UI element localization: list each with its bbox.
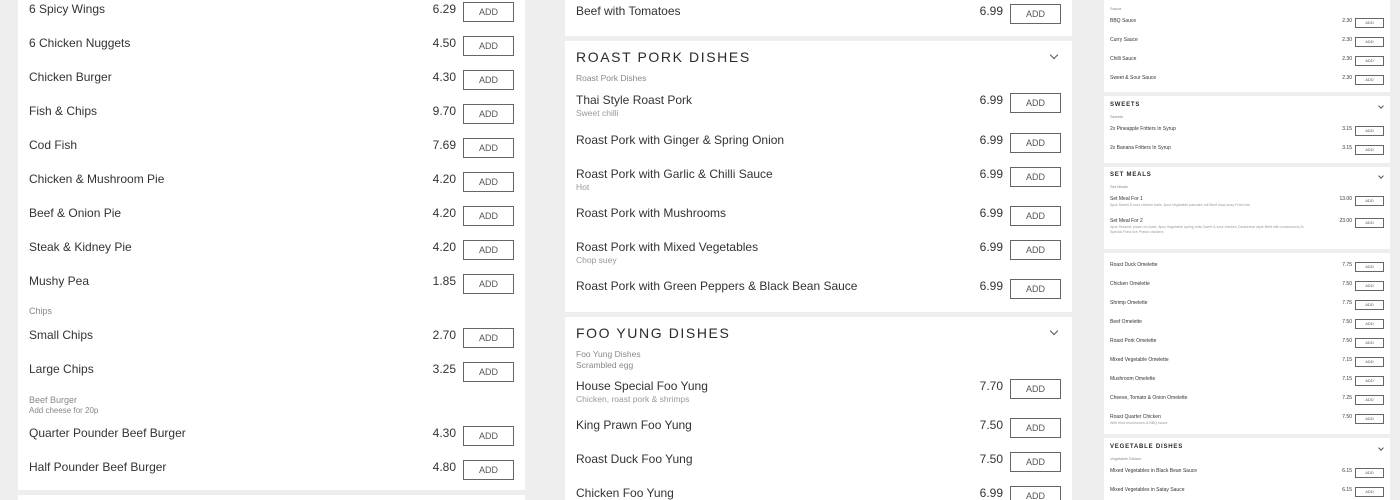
- item-name: Set Meal For 1: [1110, 196, 1143, 202]
- item-name: Cod Fish: [29, 138, 78, 152]
- item-price: 7.25: [1342, 395, 1352, 401]
- item-name: Beef & Onion Pie: [29, 206, 122, 220]
- item-price: 13.00: [1339, 196, 1352, 202]
- category-card-next: [18, 495, 525, 500]
- chevron-down-icon[interactable]: [1378, 446, 1384, 452]
- add-button[interactable]: ADD: [1355, 338, 1384, 348]
- item-price: 7.75: [1342, 262, 1352, 268]
- category-title: SWEETS: [1110, 102, 1141, 108]
- category-subtitle: Vegetable Dishes: [1110, 456, 1142, 461]
- chevron-down-icon[interactable]: [1050, 52, 1060, 62]
- item-name: Beef Omelette: [1110, 319, 1142, 325]
- item-price: 7.15: [1342, 357, 1352, 363]
- item-name: Chilli Sauce: [1110, 56, 1137, 62]
- category-card-sauce: [1104, 0, 1390, 92]
- item-name: Chicken Burger: [29, 70, 112, 84]
- category-subtitle-desc: Scrambled egg: [576, 360, 634, 370]
- item-price: 4.50: [432, 36, 456, 50]
- item-price: 2.70: [432, 328, 456, 342]
- item-price: 4.30: [432, 426, 456, 440]
- add-button[interactable]: ADD: [1355, 37, 1384, 47]
- section-name-beef-burger: Beef Burger: [29, 395, 78, 405]
- item-name: Chicken & Mushroom Pie: [29, 172, 165, 186]
- menu-panel-right: [1092, 0, 1400, 500]
- item-name: Cheese, Tomato & Onion Omelette: [1110, 395, 1188, 401]
- add-button[interactable]: ADD: [1355, 145, 1384, 155]
- add-button[interactable]: ADD: [1010, 279, 1061, 299]
- category-card-beef: [565, 0, 1072, 36]
- item-name: Half Pounder Beef Burger: [29, 460, 167, 474]
- item-price: 6.99: [979, 93, 1003, 107]
- add-button[interactable]: ADD: [1355, 468, 1384, 478]
- category-subtitle: Roast Pork Dishes: [576, 73, 647, 83]
- menu-panel-left: [0, 0, 543, 500]
- item-name: House Special Foo Yung: [576, 379, 708, 393]
- item-name: 2x Banana Fritters In Syrup: [1110, 145, 1171, 151]
- add-button[interactable]: ADD: [463, 104, 514, 124]
- category-card-omelette: [1104, 253, 1390, 434]
- category-subtitle: Set Meals: [1110, 184, 1128, 189]
- item-price: 4.80: [432, 460, 456, 474]
- item-name: Quarter Pounder Beef Burger: [29, 426, 186, 440]
- item-price: 6.15: [1342, 468, 1352, 474]
- add-button[interactable]: ADD: [1355, 218, 1384, 228]
- item-price: 4.20: [432, 206, 456, 220]
- item-price: 7.50: [1342, 338, 1352, 344]
- item-name: Roast Pork with Ginger & Spring Onion: [576, 133, 785, 147]
- item-name: Roast Quarter Chicken: [1110, 414, 1161, 420]
- category-title: SET MEALS: [1110, 172, 1152, 178]
- add-button[interactable]: ADD: [463, 138, 514, 158]
- item-name: Beef with Tomatoes: [576, 4, 681, 18]
- item-name: 6 Spicy Wings: [29, 2, 106, 16]
- add-button[interactable]: ADD: [1355, 395, 1384, 405]
- item-name: Curry Sauce: [1110, 37, 1138, 43]
- item-name: Roast Pork Omelette: [1110, 338, 1157, 344]
- item-price: 6.99: [979, 206, 1003, 220]
- add-button[interactable]: ADD: [1355, 262, 1384, 272]
- add-button[interactable]: ADD: [1010, 418, 1061, 438]
- add-button[interactable]: ADD: [1010, 93, 1061, 113]
- add-button[interactable]: ADD: [1355, 300, 1384, 310]
- item-price: 6.99: [979, 4, 1003, 18]
- item-name: Mushy Pea: [29, 274, 90, 288]
- item-price: 2.30: [1342, 37, 1352, 43]
- item-name: Chicken Foo Yung: [576, 486, 674, 500]
- item-name: Roast Pork with Green Peppers & Black Bean Sauce: [576, 279, 858, 293]
- item-desc: Chicken, roast pork & shrimps: [576, 394, 690, 404]
- add-button[interactable]: ADD: [463, 426, 514, 446]
- item-name: Thai Style Roast Pork: [576, 93, 693, 107]
- item-price: 3.25: [432, 362, 456, 376]
- add-button[interactable]: ADD: [1010, 206, 1061, 226]
- item-name: Roast Duck Omelette: [1110, 262, 1158, 268]
- chevron-down-icon[interactable]: [1378, 104, 1384, 110]
- add-button[interactable]: ADD: [463, 36, 514, 56]
- item-desc-line2: Special Fried rice Prawn crackers: [1110, 230, 1164, 234]
- item-name: Mixed Vegetable Omelette: [1110, 357, 1169, 363]
- item-name: Sweet & Sour Sauce: [1110, 75, 1157, 81]
- item-name: King Prawn Foo Yung: [576, 418, 692, 432]
- add-button[interactable]: ADD: [463, 2, 514, 22]
- item-price: 6.99: [979, 240, 1003, 254]
- item-price: 7.69: [432, 138, 456, 152]
- add-button[interactable]: ADD: [463, 70, 514, 90]
- item-name: BBQ Sauce: [1110, 18, 1137, 24]
- item-price: 2.30: [1342, 18, 1352, 24]
- add-button[interactable]: ADD: [1355, 56, 1384, 66]
- item-price: 6.99: [979, 486, 1003, 500]
- item-desc: With fried mushrooms & BBQ sauce: [1110, 421, 1168, 425]
- item-name: Roast Pork with Mixed Vegetables: [576, 240, 759, 254]
- item-price: 6.99: [979, 279, 1003, 293]
- category-subtitle: Sauce: [1110, 6, 1122, 11]
- item-price: 6.99: [979, 167, 1003, 181]
- item-name: Roast Pork with Mushrooms: [576, 206, 727, 220]
- item-name: Large Chips: [29, 362, 94, 376]
- add-button[interactable]: ADD: [1355, 126, 1384, 136]
- category-card-foo-yung: [565, 317, 1072, 500]
- item-name: Mixed Vegetables in Black Bean Sauce: [1110, 468, 1197, 474]
- add-button[interactable]: ADD: [463, 362, 514, 382]
- item-price: 6.29: [432, 2, 456, 16]
- item-price: 23.00: [1339, 218, 1352, 224]
- item-name: Set Meal For 2: [1110, 218, 1143, 224]
- item-desc: Hot: [576, 182, 590, 192]
- section-desc-beef-burger: Add cheese for 20p: [29, 406, 99, 415]
- add-button[interactable]: ADD: [1355, 196, 1384, 206]
- add-button[interactable]: ADD: [1355, 487, 1384, 497]
- category-subtitle: Foo Yung Dishes: [576, 349, 641, 359]
- item-price: 4.20: [432, 172, 456, 186]
- item-name: Fish & Chips: [29, 104, 98, 118]
- add-button[interactable]: ADD: [1010, 133, 1061, 153]
- add-button[interactable]: ADD: [463, 460, 514, 480]
- add-button[interactable]: ADD: [1010, 4, 1061, 24]
- item-price: 6.15: [1342, 487, 1352, 493]
- item-desc: 5pcs Sweet & sour chicken balls, 4pcs Vegetable pancake roll Beef chop suey Fried rice: [1110, 203, 1251, 207]
- add-button[interactable]: ADD: [463, 274, 514, 294]
- item-name: Roast Pork with Garlic & Chilli Sauce: [576, 167, 773, 181]
- menu-panel-middle: [547, 0, 1090, 500]
- item-name: Chicken Omelette: [1110, 281, 1150, 287]
- item-price: 7.70: [979, 379, 1003, 393]
- add-button[interactable]: ADD: [463, 206, 514, 226]
- add-button[interactable]: ADD: [1355, 281, 1384, 291]
- category-card-set-meals: [1104, 167, 1390, 249]
- chevron-down-icon[interactable]: [1378, 174, 1384, 180]
- item-name: Shrimp Omelette: [1110, 300, 1148, 306]
- item-price: 1.85: [432, 274, 456, 288]
- item-price: 2.30: [1342, 75, 1352, 81]
- category-subtitle: Sweets: [1110, 114, 1124, 119]
- add-button[interactable]: ADD: [1355, 75, 1384, 85]
- add-button[interactable]: ADD: [1355, 357, 1384, 367]
- add-button[interactable]: ADD: [1010, 452, 1061, 472]
- add-button[interactable]: ADD: [463, 240, 514, 260]
- item-price: 2.30: [1342, 56, 1352, 62]
- item-price: 7.50: [979, 452, 1003, 466]
- item-price: 7.15: [1342, 376, 1352, 382]
- add-button[interactable]: ADD: [1355, 414, 1384, 424]
- item-price: 9.70: [432, 104, 456, 118]
- item-price: 3.15: [1342, 145, 1352, 151]
- add-button[interactable]: ADD: [1010, 167, 1061, 187]
- item-name: Roast Duck Foo Yung: [576, 452, 693, 466]
- category-title: FOO YUNG DISHES: [576, 325, 731, 341]
- item-price: 7.50: [1342, 281, 1352, 287]
- section-name-chips: Chips: [29, 306, 53, 316]
- item-price: 6.99: [979, 133, 1003, 147]
- add-button[interactable]: ADD: [1355, 376, 1384, 386]
- item-price: 7.50: [1342, 319, 1352, 325]
- item-desc: Sweet chilli: [576, 108, 619, 118]
- add-button[interactable]: ADD: [463, 328, 514, 348]
- chevron-down-icon[interactable]: [1050, 328, 1060, 338]
- item-name: 2x Pineapple Fritters In Syrup: [1110, 126, 1176, 132]
- add-button[interactable]: ADD: [463, 172, 514, 192]
- category-title: ROAST PORK DISHES: [576, 49, 751, 65]
- item-price: 4.30: [432, 70, 456, 84]
- item-name: Small Chips: [29, 328, 94, 342]
- category-card-sweets: [1104, 96, 1390, 163]
- category-card-vegetable: [1104, 438, 1390, 500]
- item-name: Mixed Vegetables in Satay Sauce: [1110, 487, 1185, 493]
- add-button[interactable]: ADD: [1010, 379, 1061, 399]
- item-price: 4.20: [432, 240, 456, 254]
- item-desc: 4pcs Sesame prawn on toast, 8pcs Vegetable spring rolls,Sweet & sour chicken Cantonese style Beef with mushrooms,2x: [1110, 225, 1304, 229]
- add-button[interactable]: ADD: [1355, 319, 1384, 329]
- item-price: 3.15: [1342, 126, 1352, 132]
- category-card-fish-chips: [18, 0, 525, 490]
- item-name: Steak & Kidney Pie: [29, 240, 132, 254]
- item-desc: Chop suey: [576, 255, 617, 265]
- item-price: 7.50: [979, 418, 1003, 432]
- category-title: VEGETABLE DISHES: [1110, 444, 1184, 450]
- item-name: 6 Chicken Nuggets: [29, 36, 131, 50]
- add-button[interactable]: ADD: [1010, 240, 1061, 260]
- item-price: 7.50: [1342, 414, 1352, 420]
- item-price: 7.75: [1342, 300, 1352, 306]
- add-button[interactable]: ADD: [1010, 486, 1061, 500]
- add-button[interactable]: ADD: [1355, 18, 1384, 28]
- item-name: Mushroom Omelette: [1110, 376, 1156, 382]
- category-card-roast-pork: [565, 41, 1072, 312]
